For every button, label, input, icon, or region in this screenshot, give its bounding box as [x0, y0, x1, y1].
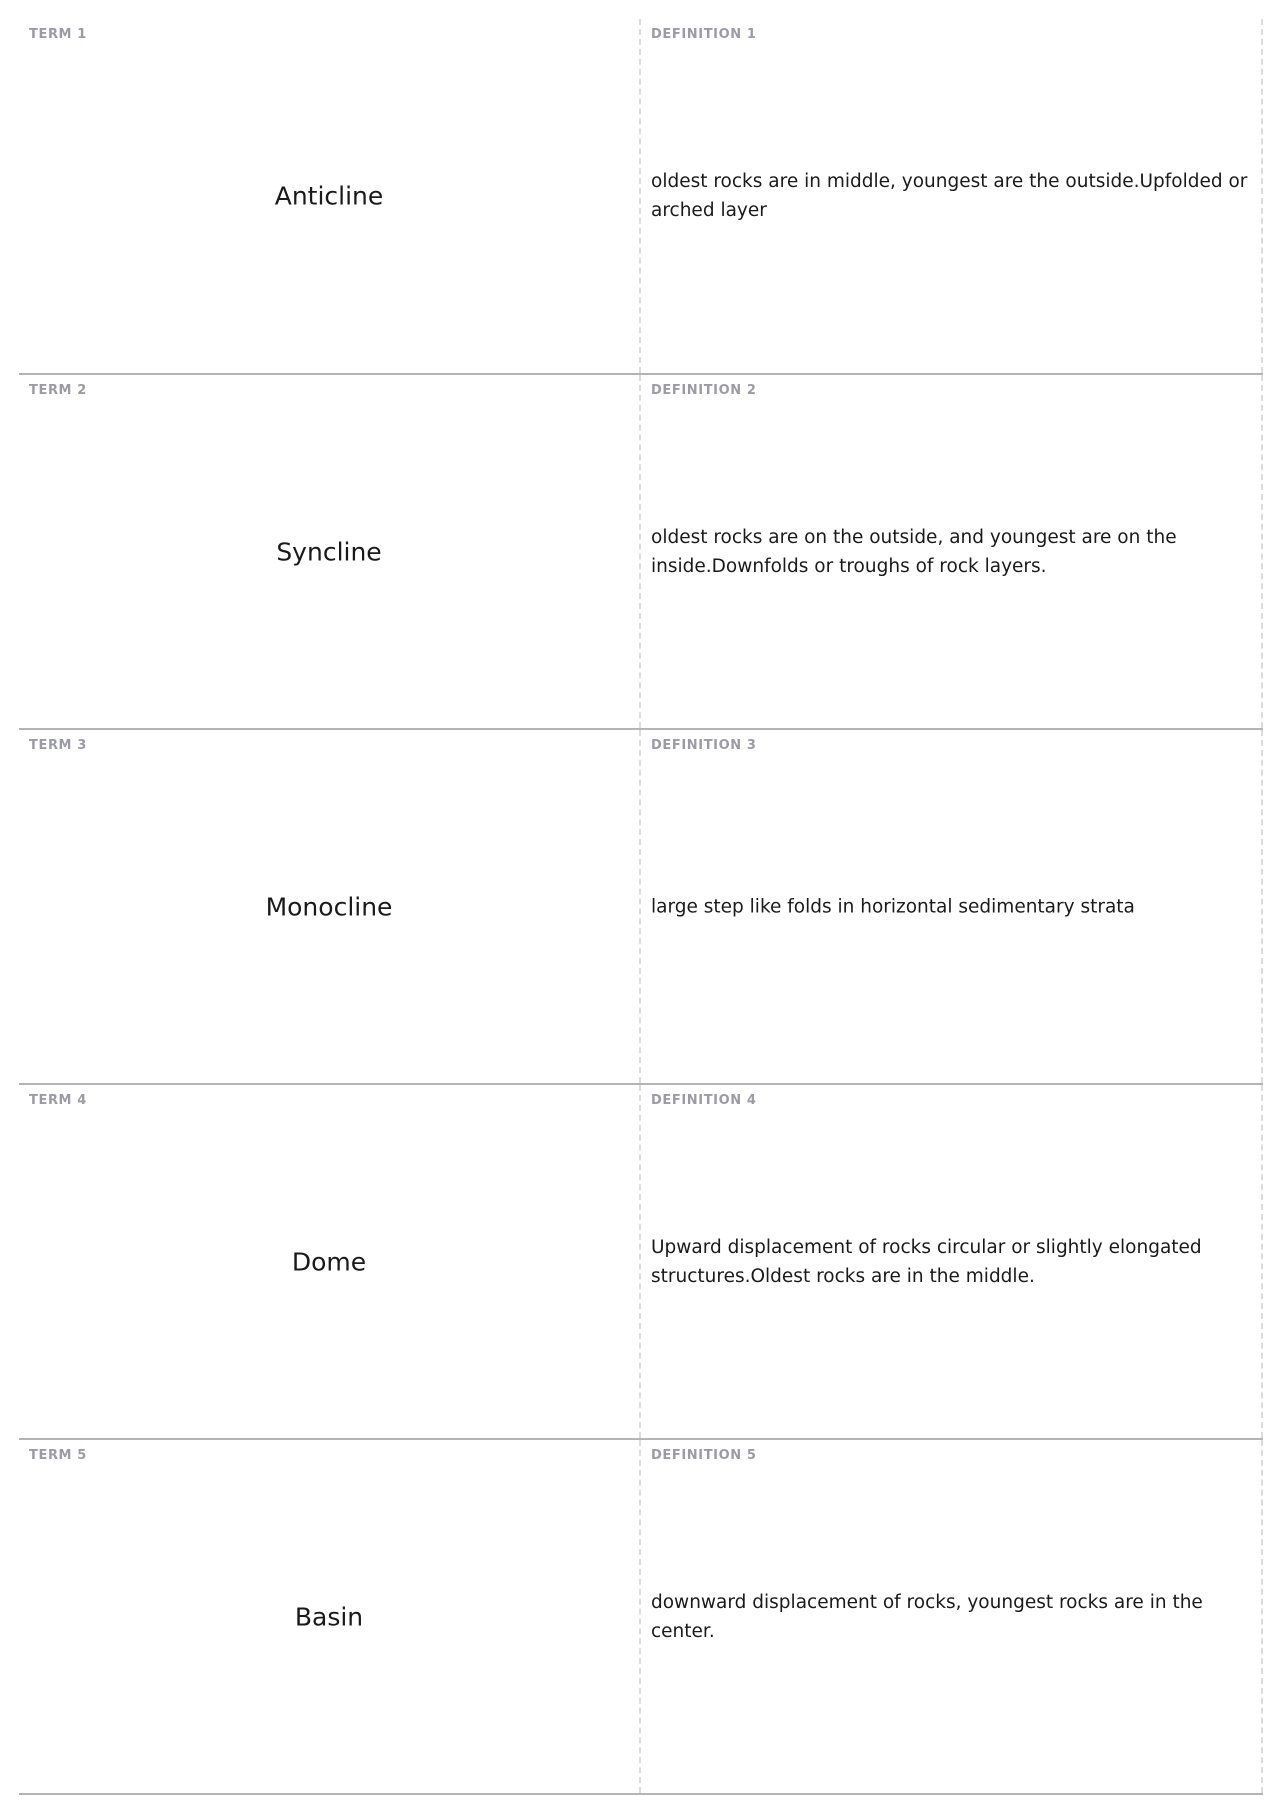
card-row	[19, 1440, 1263, 1795]
definition-cell	[641, 730, 1263, 1083]
definition-text: oldest rocks are in middle, youngest are the outside.Upfolded or arched layer	[651, 171, 1248, 221]
term-label: TERM 3	[29, 738, 87, 753]
term-label: TERM 5	[29, 1448, 87, 1463]
card-row	[19, 730, 1263, 1085]
term-cell	[19, 375, 641, 728]
definition-text: oldest rocks are on the outside, and youngest are on the inside.Downfolds or troughs of rock layers.	[651, 526, 1177, 577]
definition-label: DEFINITION 2	[651, 383, 757, 398]
definition-text: downward displacement of rocks, youngest rocks are in the center.	[651, 1591, 1203, 1642]
term-text: Syncline	[276, 537, 382, 566]
definition-label: DEFINITION 3	[651, 738, 757, 753]
definition-cell	[641, 19, 1263, 373]
term-label: TERM 2	[29, 383, 87, 398]
term-text: Dome	[291, 1247, 367, 1276]
term-cell	[19, 1085, 641, 1438]
card-row	[19, 375, 1263, 730]
definition-cell	[641, 1085, 1263, 1438]
definition-cell	[641, 1440, 1263, 1793]
term-label: TERM 1	[29, 27, 87, 42]
term-cell	[19, 19, 641, 373]
term-label: TERM 4	[29, 1093, 87, 1108]
definition-text: large step like folds in horizontal sedimentary strata	[651, 896, 1135, 917]
card-row	[19, 19, 1263, 375]
definition-label: DEFINITION 5	[651, 1448, 757, 1463]
definition-label: DEFINITION 4	[651, 1093, 757, 1108]
definition-label: DEFINITION 1	[651, 27, 757, 42]
definition-cell	[641, 375, 1263, 728]
term-cell	[19, 730, 641, 1083]
card-row	[19, 1085, 1263, 1440]
flashcard-sheet	[19, 19, 1263, 1795]
term-text: Basin	[294, 1602, 364, 1631]
term-text: Monocline	[265, 892, 393, 921]
term-text: Anticline	[274, 181, 384, 211]
term-cell	[19, 1440, 641, 1793]
definition-text: Upward displacement of rocks circular or slightly elongated structures.Oldest rocks are in the middle.	[651, 1236, 1202, 1287]
